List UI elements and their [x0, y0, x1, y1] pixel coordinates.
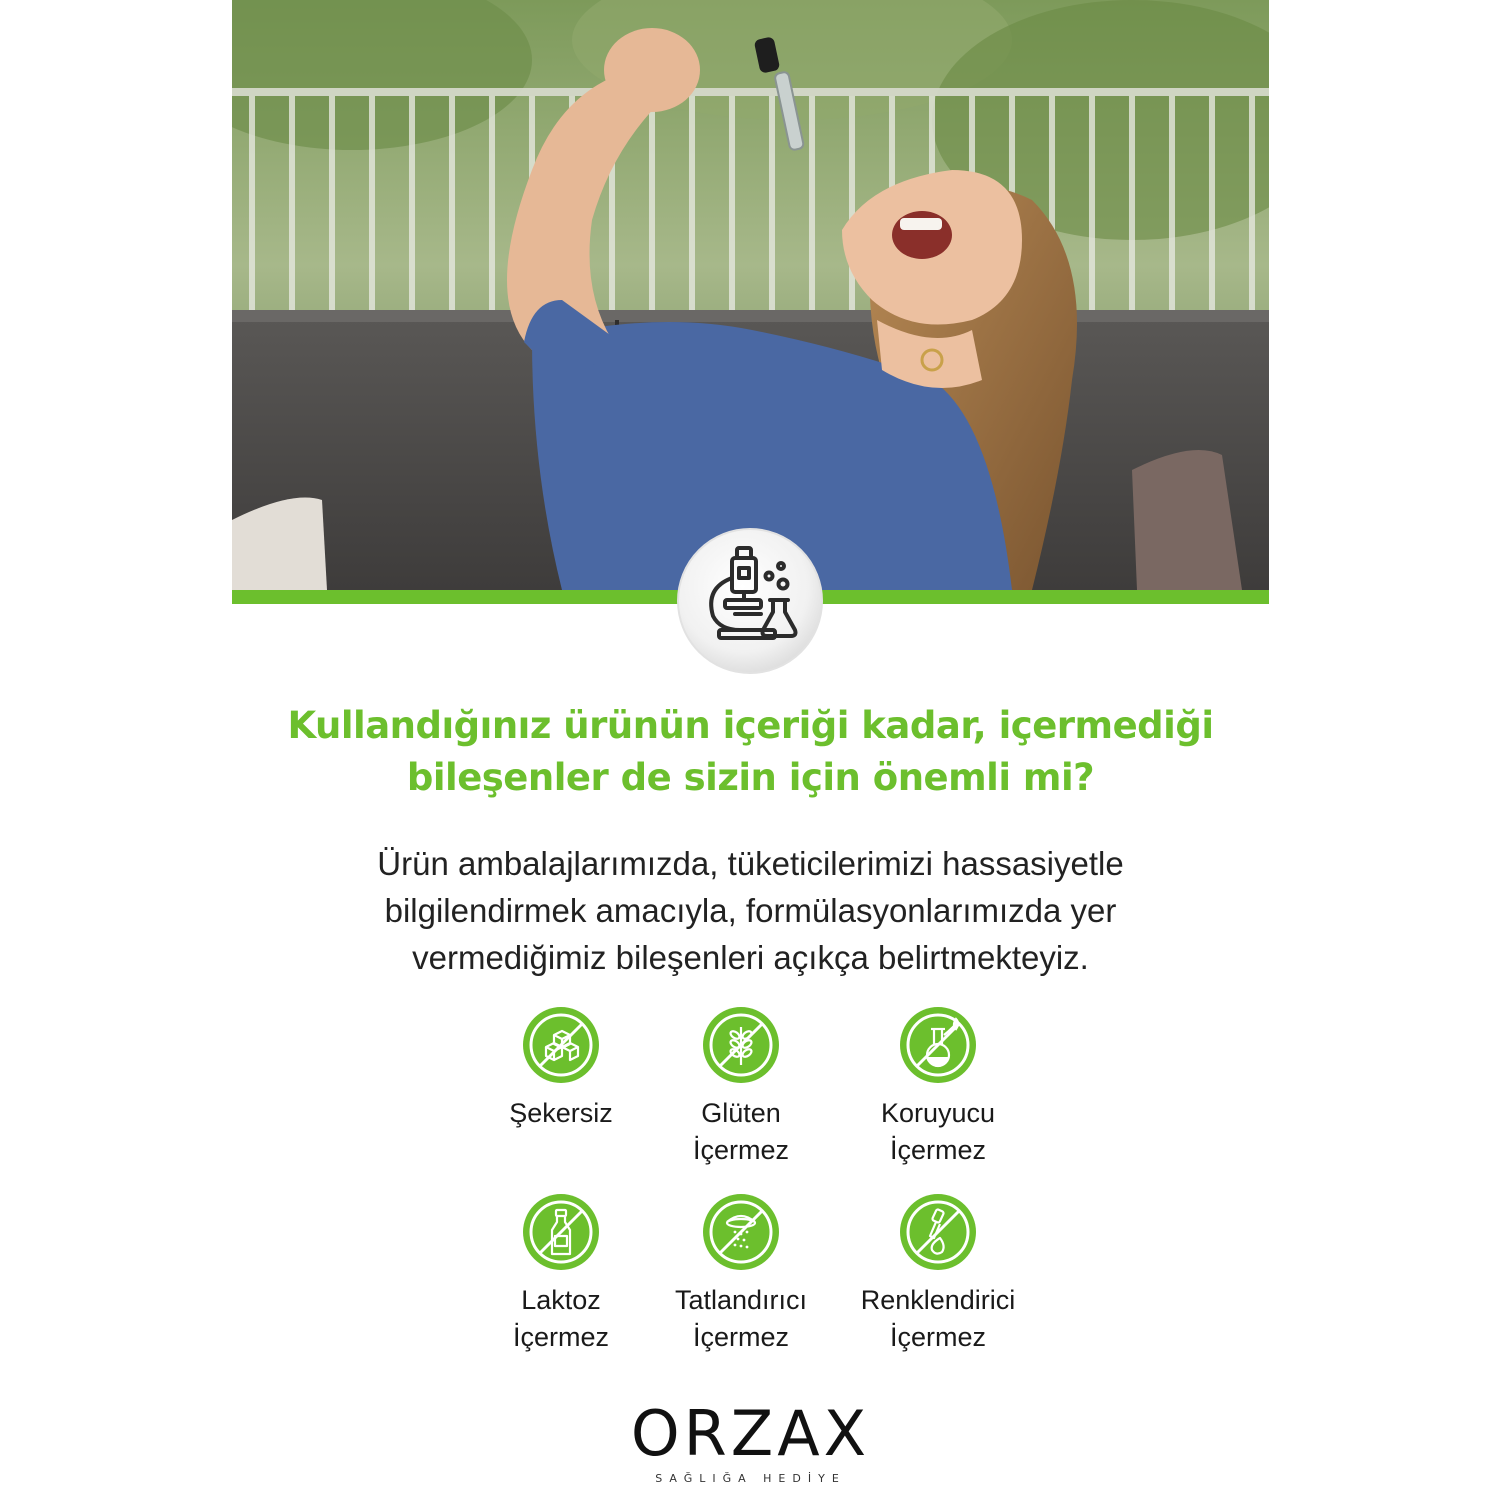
feature-sweetener-free: [646, 1192, 836, 1356]
body-line-3: vermediğimiz bileşenleri açıkça belirtmekteyiz.: [412, 939, 1089, 976]
logo-wordmark: ORZAX: [630, 1397, 871, 1470]
microscope-lab-icon: [665, 526, 835, 676]
feature-label-line-2: İçermez: [692, 1322, 790, 1352]
feature-label-line-1: Glüten: [701, 1098, 781, 1128]
logo-tagline: SAĞLIĞA HEDİYE: [655, 1472, 846, 1485]
feature-label-line-1: Laktoz: [521, 1285, 601, 1315]
headline-line-1: Kullandığınız ürünün içeriği kadar, içermediği: [287, 704, 1214, 747]
sweetener-crossed-icon: [701, 1192, 781, 1272]
feature-label-line-2: İçermez: [512, 1322, 610, 1352]
feature-lactose-free: [466, 1192, 656, 1356]
feature-gluten-free: [646, 1005, 836, 1169]
headline: [232, 700, 1269, 804]
body-line-1: Ürün ambalajlarımızda, tüketicilerimizi hassasiyetle: [377, 845, 1124, 882]
feature-preservative-free: [843, 1005, 1033, 1169]
feature-sugar-free: [466, 1005, 656, 1132]
feature-label-line-1: Şekersiz: [509, 1098, 613, 1128]
sugar-cubes-crossed-icon: [521, 1005, 601, 1085]
feature-label-line-1: Tatlandırıcı: [674, 1285, 808, 1315]
feature-label-line-2: İçermez: [692, 1135, 790, 1165]
product-info-card: [232, 0, 1269, 1500]
feature-label-line-1: Renklendirici: [860, 1285, 1016, 1315]
flask-crossed-icon: [898, 1005, 978, 1085]
hero-photo: [232, 0, 1269, 590]
wheat-crossed-icon: [701, 1005, 781, 1085]
dye-dropper-crossed-icon: [898, 1192, 978, 1272]
feature-label-line-2: İçermez: [889, 1322, 987, 1352]
feature-colorant-free: [843, 1192, 1033, 1356]
body-line-2: bilgilendirmek amacıyla, formülasyonlarımızda yer: [384, 892, 1117, 929]
body-paragraph: [232, 840, 1269, 981]
headline-line-2: bileşenler de sizin için önemli mi?: [406, 756, 1095, 799]
brand-logo: [232, 1398, 1269, 1485]
feature-label-line-1: Koruyucu: [880, 1098, 996, 1128]
milk-bottle-crossed-icon: [521, 1192, 601, 1272]
feature-label-line-2: İçermez: [889, 1135, 987, 1165]
